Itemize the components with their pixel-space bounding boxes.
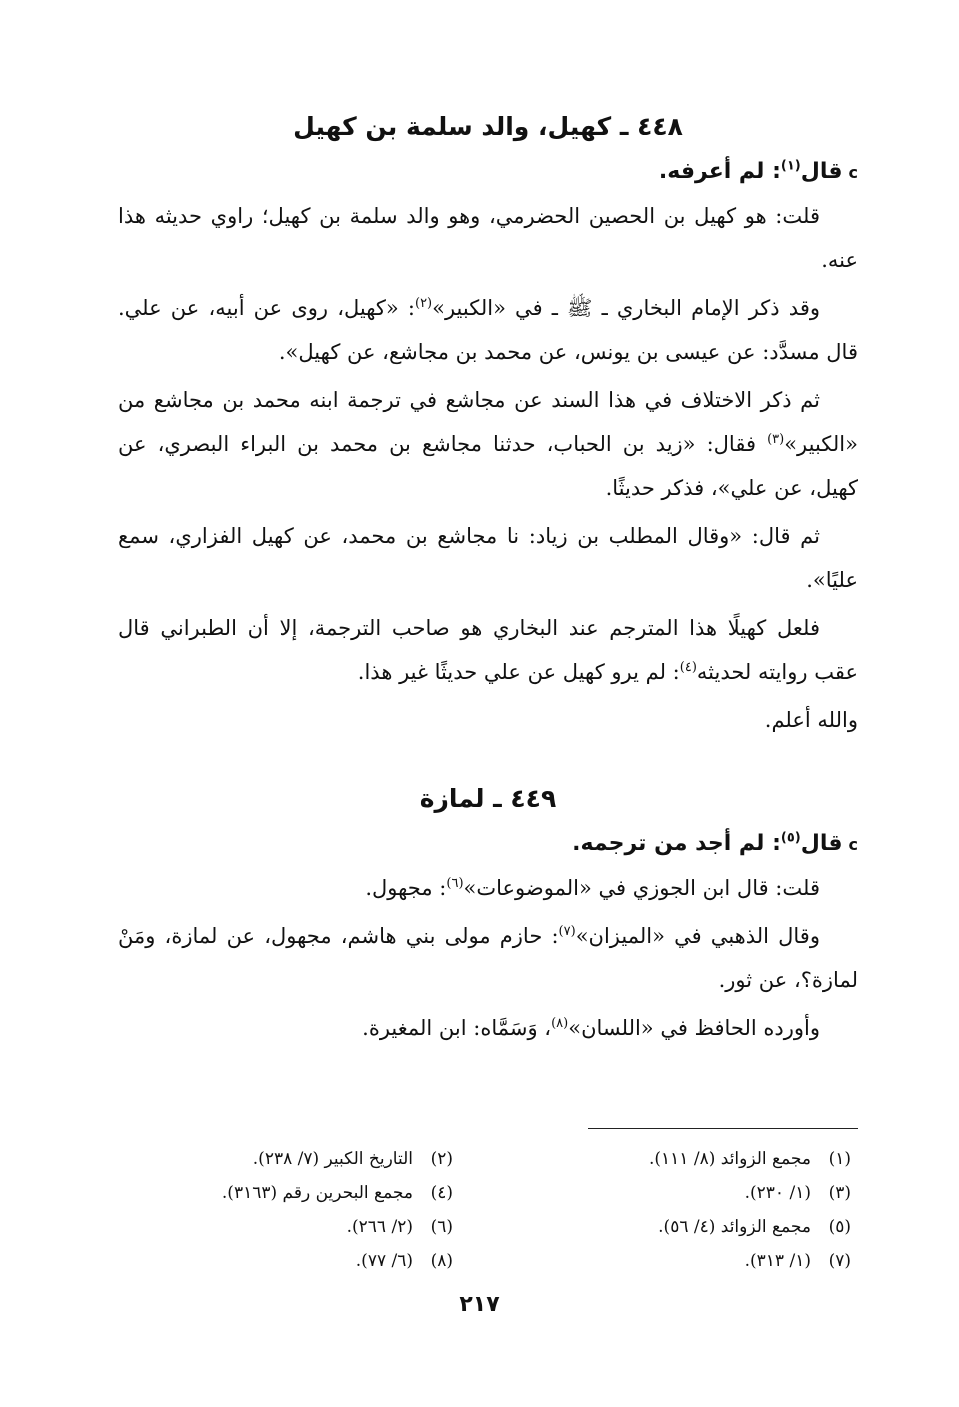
paragraph	[118, 286, 858, 374]
footnote-ref[interactable]: (٤)	[679, 660, 697, 675]
entry-quote-449	[118, 831, 858, 856]
paragraph	[118, 378, 858, 510]
quote-prefix: قال	[800, 831, 843, 856]
footnote-number: (١)	[828, 1149, 851, 1169]
footnotes-left-column	[222, 1142, 453, 1278]
footnote-item	[222, 1142, 453, 1176]
footnote-number: (٣)	[828, 1183, 851, 1203]
footnote-ref[interactable]: (١)	[780, 158, 801, 174]
footnote-number: (٧)	[828, 1251, 851, 1271]
footnote-text: مجمع الزوائد (٤/ ٥٦).	[658, 1217, 811, 1237]
footnotes-right-column	[649, 1142, 851, 1278]
footnote-text: (١/ ٣١٣).	[744, 1251, 811, 1271]
quote-text: : لم أعرفه.	[658, 159, 781, 184]
paragraph-text: : مجهول.	[365, 876, 447, 900]
footnote-item	[649, 1142, 851, 1176]
paragraph-text: : حازم مولى بني هاشم، مجهول، عن لمازة، ومَنْ لمازة؟، عن ثور.	[118, 924, 858, 992]
entry-marker-icon: c	[848, 163, 858, 182]
paragraph	[118, 866, 858, 910]
paragraph	[118, 606, 858, 694]
footnote-text: مجمع البحرين رقم (٣١٦٣).	[221, 1183, 413, 1203]
footnote-number: (٨)	[430, 1251, 453, 1271]
paragraph: والله أعلم.	[764, 708, 858, 732]
page-body	[118, 112, 858, 1054]
footnote-item	[649, 1210, 851, 1244]
footnote-number: (٥)	[828, 1217, 851, 1237]
paragraph-text: وقال الذهبي في «الميزان»	[575, 924, 820, 948]
paragraph-text: : «كهيل، روى عن أبيه، عن علي. قال مسدَّد: عن عيسى بن يونس، عن محمد بن مجاشع، عن كهيل».	[118, 296, 858, 364]
paragraph: ثم قال: «وقال المطلب بن زياد: نا مجاشع بن محمد، عن كهيل الفزاري، سمع عليًا».	[118, 524, 858, 592]
footnote-ref[interactable]: (٢)	[414, 296, 433, 311]
footnote-number: (٤)	[430, 1183, 453, 1203]
paragraph-text: ثم ذكر الاختلاف في هذا السند عن مجاشع في ترجمة ابنه محمد بن مجاشع من «الكبير»	[118, 388, 858, 456]
entry-marker-icon: c	[848, 835, 858, 854]
footnote-item	[222, 1176, 453, 1210]
footnote-ref[interactable]: (٧)	[558, 924, 576, 939]
paragraph: قلت: هو كهيل بن الحصين الحضرمي، وهو والد سلمة بن كهيل؛ راوي حديثه هذا عنه.	[118, 204, 858, 272]
footnote-text: (٢/ ٢٦٦).	[346, 1217, 413, 1237]
entry-quote-448	[118, 159, 858, 184]
footnote-ref[interactable]: (٣)	[767, 432, 785, 447]
paragraph-text: وقد ذكر الإمام البخاري ـ ﷺ ـ في «الكبير»	[432, 296, 821, 320]
footnote-ref[interactable]: (٥)	[780, 830, 801, 846]
footnote-ref[interactable]: (٦)	[446, 876, 464, 891]
quote-text: : لم أجد من ترجمه.	[572, 831, 781, 856]
paragraph	[118, 914, 858, 1002]
paragraph-text: ، وَسَمَّاه: ابن المغيرة.	[362, 1016, 552, 1040]
footnote-item	[222, 1244, 453, 1278]
footnote-text: (١/ ٢٣٠).	[744, 1183, 811, 1203]
footnote-number: (٢)	[430, 1149, 453, 1169]
quote-prefix: قال	[800, 159, 843, 184]
entry-title-448: ٤٤٨ ـ كهيل، والد سلمة بن كهيل	[293, 112, 683, 141]
footnote-item	[649, 1244, 851, 1278]
paragraph-text: قلت: قال ابن الجوزي في «الموضوعات»	[463, 876, 820, 900]
footnote-text: (٦/ ٧٧).	[355, 1251, 413, 1271]
footnote-ref[interactable]: (٨)	[551, 1016, 569, 1031]
paragraph-text: فقال: «زيد بن الحباب، حدثنا مجاشع بن محمد بن البراء البصري، عن كهيل، عن علي»، فذكر حديثًا.	[118, 432, 858, 500]
footnote-text: التاريخ الكبير (٧/ ٢٣٨).	[252, 1149, 413, 1169]
footnote-number: (٦)	[430, 1217, 453, 1237]
paragraph-text: : لم يرو كهيل عن علي حديثًا غير هذا.	[357, 660, 680, 684]
paragraph-text: وأورده الحافظ في «اللسان»	[568, 1016, 820, 1040]
paragraph	[118, 1006, 858, 1050]
footnote-divider	[588, 1128, 858, 1129]
entry-title-449: ٤٤٩ ـ لمازة	[419, 784, 557, 813]
footnote-item	[649, 1176, 851, 1210]
paragraph-text: فلعل كهيلًا هذا المترجم عند البخاري هو صاحب الترجمة، إلا أن الطبراني قال عقب روايته لحديثه	[118, 616, 858, 684]
footnote-text: مجمع الزوائد (٨/ ١١١).	[649, 1149, 811, 1169]
footnote-item	[222, 1210, 453, 1244]
page-number: ٢١٧	[459, 1292, 500, 1317]
